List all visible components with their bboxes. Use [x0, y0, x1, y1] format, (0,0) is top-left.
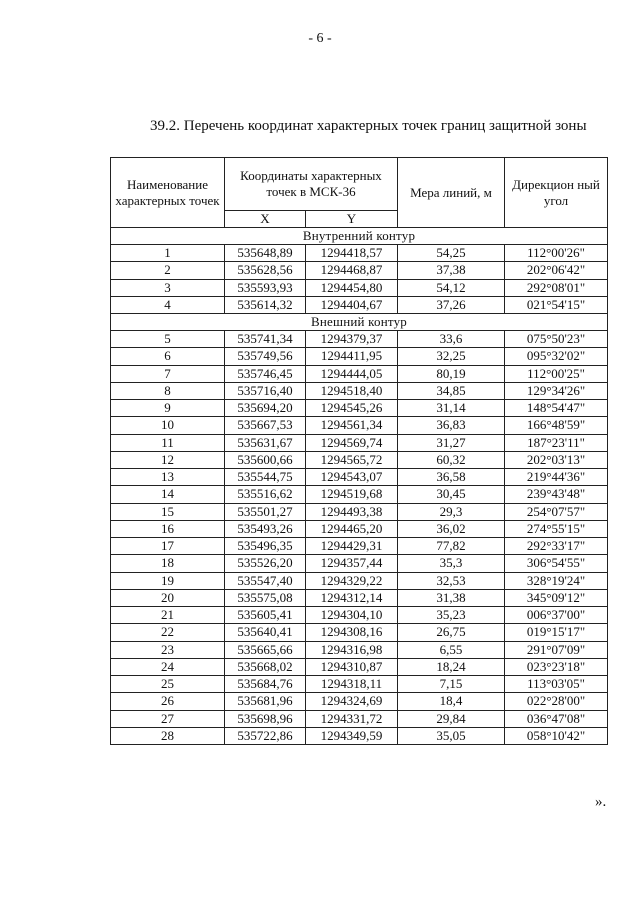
- y-coordinate-cell: 1294444,05: [306, 365, 398, 382]
- line-length-cell: 32,53: [398, 572, 505, 589]
- x-coordinate-cell: 535681,96: [225, 693, 306, 710]
- line-length-cell: 29,84: [398, 710, 505, 727]
- table-row: [111, 417, 608, 434]
- line-length-cell: 54,12: [398, 279, 505, 296]
- line-length-cell: 18,4: [398, 693, 505, 710]
- point-number-cell: 18: [111, 555, 225, 572]
- y-coordinate-cell: 1294561,34: [306, 417, 398, 434]
- point-number-cell: 13: [111, 469, 225, 486]
- x-coordinate-cell: 535575,08: [225, 589, 306, 606]
- table-title: 39.2. Перечень координат характерных точек границ защитной зоны: [150, 118, 587, 134]
- direction-angle-cell: 112°00'26": [505, 245, 608, 262]
- line-length-cell: 29,3: [398, 503, 505, 520]
- point-number-cell: 21: [111, 607, 225, 624]
- y-coordinate-cell: 1294569,74: [306, 434, 398, 451]
- line-length-cell: 37,26: [398, 296, 505, 313]
- x-coordinate-cell: 535547,40: [225, 572, 306, 589]
- header-coordinates: Координаты характерных точек в МСК-36: [225, 158, 398, 211]
- point-number-cell: 9: [111, 400, 225, 417]
- line-length-cell: 77,82: [398, 538, 505, 555]
- y-coordinate-cell: 1294429,31: [306, 538, 398, 555]
- x-coordinate-cell: 535501,27: [225, 503, 306, 520]
- direction-angle-cell: 292°08'01": [505, 279, 608, 296]
- direction-angle-cell: 095°32'02": [505, 348, 608, 365]
- direction-angle-cell: 291°07'09": [505, 641, 608, 658]
- x-coordinate-cell: 535605,41: [225, 607, 306, 624]
- table-row: [111, 296, 608, 313]
- point-number-cell: 10: [111, 417, 225, 434]
- line-length-cell: 26,75: [398, 624, 505, 641]
- x-coordinate-cell: 535667,53: [225, 417, 306, 434]
- point-number-cell: 2: [111, 262, 225, 279]
- y-coordinate-cell: 1294308,16: [306, 624, 398, 641]
- table-row: [111, 382, 608, 399]
- point-number-cell: 25: [111, 676, 225, 693]
- line-length-cell: 34,85: [398, 382, 505, 399]
- x-coordinate-cell: 535749,56: [225, 348, 306, 365]
- direction-angle-cell: 006°37'00": [505, 607, 608, 624]
- table-row: [111, 572, 608, 589]
- table-row: [111, 555, 608, 572]
- y-coordinate-cell: 1294331,72: [306, 710, 398, 727]
- table-row: [111, 676, 608, 693]
- point-number-cell: 19: [111, 572, 225, 589]
- point-number-cell: 16: [111, 520, 225, 537]
- x-coordinate-cell: 535493,26: [225, 520, 306, 537]
- line-length-cell: 36,58: [398, 469, 505, 486]
- line-length-cell: 36,83: [398, 417, 505, 434]
- y-coordinate-cell: 1294310,87: [306, 658, 398, 675]
- point-number-cell: 17: [111, 538, 225, 555]
- section-row: [111, 314, 608, 331]
- y-coordinate-cell: 1294493,38: [306, 503, 398, 520]
- table-row: [111, 589, 608, 606]
- y-coordinate-cell: 1294454,80: [306, 279, 398, 296]
- point-number-cell: 4: [111, 296, 225, 313]
- x-coordinate-cell: 535716,40: [225, 382, 306, 399]
- table-row: [111, 624, 608, 641]
- x-coordinate-cell: 535694,20: [225, 400, 306, 417]
- point-number-cell: 5: [111, 331, 225, 348]
- table-row: [111, 451, 608, 468]
- point-number-cell: 8: [111, 382, 225, 399]
- x-coordinate-cell: 535722,86: [225, 727, 306, 744]
- table-row: [111, 245, 608, 262]
- line-length-cell: 35,05: [398, 727, 505, 744]
- table-row: [111, 469, 608, 486]
- table-row: [111, 262, 608, 279]
- direction-angle-cell: 112°00'25": [505, 365, 608, 382]
- point-number-cell: 23: [111, 641, 225, 658]
- section-label: Внутренний контур: [111, 228, 608, 245]
- direction-angle-cell: 274°55'15": [505, 520, 608, 537]
- direction-angle-cell: 021°54'15": [505, 296, 608, 313]
- x-coordinate-cell: 535668,02: [225, 658, 306, 675]
- point-number-cell: 20: [111, 589, 225, 606]
- line-length-cell: 31,14: [398, 400, 505, 417]
- direction-angle-cell: 036°47'08": [505, 710, 608, 727]
- line-length-cell: 36,02: [398, 520, 505, 537]
- point-number-cell: 12: [111, 451, 225, 468]
- line-length-cell: 33,6: [398, 331, 505, 348]
- point-number-cell: 7: [111, 365, 225, 382]
- table-row: [111, 486, 608, 503]
- direction-angle-cell: 075°50'23": [505, 331, 608, 348]
- line-length-cell: 31,27: [398, 434, 505, 451]
- x-coordinate-cell: 535741,34: [225, 331, 306, 348]
- point-number-cell: 3: [111, 279, 225, 296]
- x-coordinate-cell: 535648,89: [225, 245, 306, 262]
- direction-angle-cell: 023°23'18": [505, 658, 608, 675]
- x-coordinate-cell: 535665,66: [225, 641, 306, 658]
- direction-angle-cell: 254°07'57": [505, 503, 608, 520]
- direction-angle-cell: 345°09'12": [505, 589, 608, 606]
- point-number-cell: 27: [111, 710, 225, 727]
- table-row: [111, 365, 608, 382]
- y-coordinate-cell: 1294312,14: [306, 589, 398, 606]
- x-coordinate-cell: 535684,76: [225, 676, 306, 693]
- section-label: Внешний контур: [111, 314, 608, 331]
- line-length-cell: 31,38: [398, 589, 505, 606]
- header-point-name: Наименование характерных точек: [111, 158, 225, 228]
- x-coordinate-cell: 535516,62: [225, 486, 306, 503]
- table-row: [111, 538, 608, 555]
- x-coordinate-cell: 535698,96: [225, 710, 306, 727]
- point-number-cell: 26: [111, 693, 225, 710]
- y-coordinate-cell: 1294329,22: [306, 572, 398, 589]
- direction-angle-cell: 202°03'13": [505, 451, 608, 468]
- y-coordinate-cell: 1294418,57: [306, 245, 398, 262]
- closing-quote: ».: [595, 794, 607, 810]
- table-row: [111, 503, 608, 520]
- y-coordinate-cell: 1294379,37: [306, 331, 398, 348]
- direction-angle-cell: 113°03'05": [505, 676, 608, 693]
- direction-angle-cell: 328°19'24": [505, 572, 608, 589]
- direction-angle-cell: 022°28'00": [505, 693, 608, 710]
- y-coordinate-cell: 1294318,11: [306, 676, 398, 693]
- table-row: [111, 710, 608, 727]
- direction-angle-cell: 019°15'17": [505, 624, 608, 641]
- y-coordinate-cell: 1294404,67: [306, 296, 398, 313]
- header-x: X: [225, 211, 306, 228]
- line-length-cell: 32,25: [398, 348, 505, 365]
- direction-angle-cell: 129°34'26": [505, 382, 608, 399]
- table-row: [111, 727, 608, 744]
- y-coordinate-cell: 1294324,69: [306, 693, 398, 710]
- x-coordinate-cell: 535640,41: [225, 624, 306, 641]
- direction-angle-cell: 058°10'42": [505, 727, 608, 744]
- x-coordinate-cell: 535600,66: [225, 451, 306, 468]
- x-coordinate-cell: 535746,45: [225, 365, 306, 382]
- table-row: [111, 658, 608, 675]
- y-coordinate-cell: 1294519,68: [306, 486, 398, 503]
- point-number-cell: 28: [111, 727, 225, 744]
- point-number-cell: 22: [111, 624, 225, 641]
- y-coordinate-cell: 1294465,20: [306, 520, 398, 537]
- direction-angle-cell: 306°54'55": [505, 555, 608, 572]
- direction-angle-cell: 148°54'47": [505, 400, 608, 417]
- line-length-cell: 35,23: [398, 607, 505, 624]
- direction-angle-cell: 239°43'48": [505, 486, 608, 503]
- point-number-cell: 6: [111, 348, 225, 365]
- table-row: [111, 434, 608, 451]
- header-direction-angle: Дирекцион ный угол: [505, 158, 608, 228]
- header-y: Y: [306, 211, 398, 228]
- table-row: [111, 693, 608, 710]
- table-row: [111, 607, 608, 624]
- page-number: - 6 -: [308, 31, 332, 46]
- y-coordinate-cell: 1294518,40: [306, 382, 398, 399]
- x-coordinate-cell: 535628,56: [225, 262, 306, 279]
- line-length-cell: 30,45: [398, 486, 505, 503]
- y-coordinate-cell: 1294304,10: [306, 607, 398, 624]
- direction-angle-cell: 219°44'36": [505, 469, 608, 486]
- table-body: [111, 228, 608, 745]
- direction-angle-cell: 202°06'42": [505, 262, 608, 279]
- table-row: [111, 348, 608, 365]
- table-row: [111, 400, 608, 417]
- point-number-cell: 24: [111, 658, 225, 675]
- direction-angle-cell: 166°48'59": [505, 417, 608, 434]
- section-row: [111, 228, 608, 245]
- line-length-cell: 60,32: [398, 451, 505, 468]
- x-coordinate-cell: 535544,75: [225, 469, 306, 486]
- y-coordinate-cell: 1294545,26: [306, 400, 398, 417]
- x-coordinate-cell: 535631,67: [225, 434, 306, 451]
- x-coordinate-cell: 535614,32: [225, 296, 306, 313]
- table-row: [111, 279, 608, 296]
- line-length-cell: 37,38: [398, 262, 505, 279]
- y-coordinate-cell: 1294357,44: [306, 555, 398, 572]
- line-length-cell: 6,55: [398, 641, 505, 658]
- x-coordinate-cell: 535496,35: [225, 538, 306, 555]
- y-coordinate-cell: 1294411,95: [306, 348, 398, 365]
- direction-angle-cell: 292°33'17": [505, 538, 608, 555]
- direction-angle-cell: 187°23'11": [505, 434, 608, 451]
- y-coordinate-cell: 1294468,87: [306, 262, 398, 279]
- point-number-cell: 11: [111, 434, 225, 451]
- y-coordinate-cell: 1294565,72: [306, 451, 398, 468]
- line-length-cell: 7,15: [398, 676, 505, 693]
- point-number-cell: 15: [111, 503, 225, 520]
- y-coordinate-cell: 1294543,07: [306, 469, 398, 486]
- coordinates-table: [110, 157, 608, 745]
- line-length-cell: 18,24: [398, 658, 505, 675]
- header-line-length: Мера линий, м: [398, 158, 505, 228]
- line-length-cell: 54,25: [398, 245, 505, 262]
- y-coordinate-cell: 1294349,59: [306, 727, 398, 744]
- table-row: [111, 520, 608, 537]
- y-coordinate-cell: 1294316,98: [306, 641, 398, 658]
- table-row: [111, 641, 608, 658]
- line-length-cell: 80,19: [398, 365, 505, 382]
- point-number-cell: 1: [111, 245, 225, 262]
- line-length-cell: 35,3: [398, 555, 505, 572]
- x-coordinate-cell: 535526,20: [225, 555, 306, 572]
- x-coordinate-cell: 535593,93: [225, 279, 306, 296]
- point-number-cell: 14: [111, 486, 225, 503]
- table-row: [111, 331, 608, 348]
